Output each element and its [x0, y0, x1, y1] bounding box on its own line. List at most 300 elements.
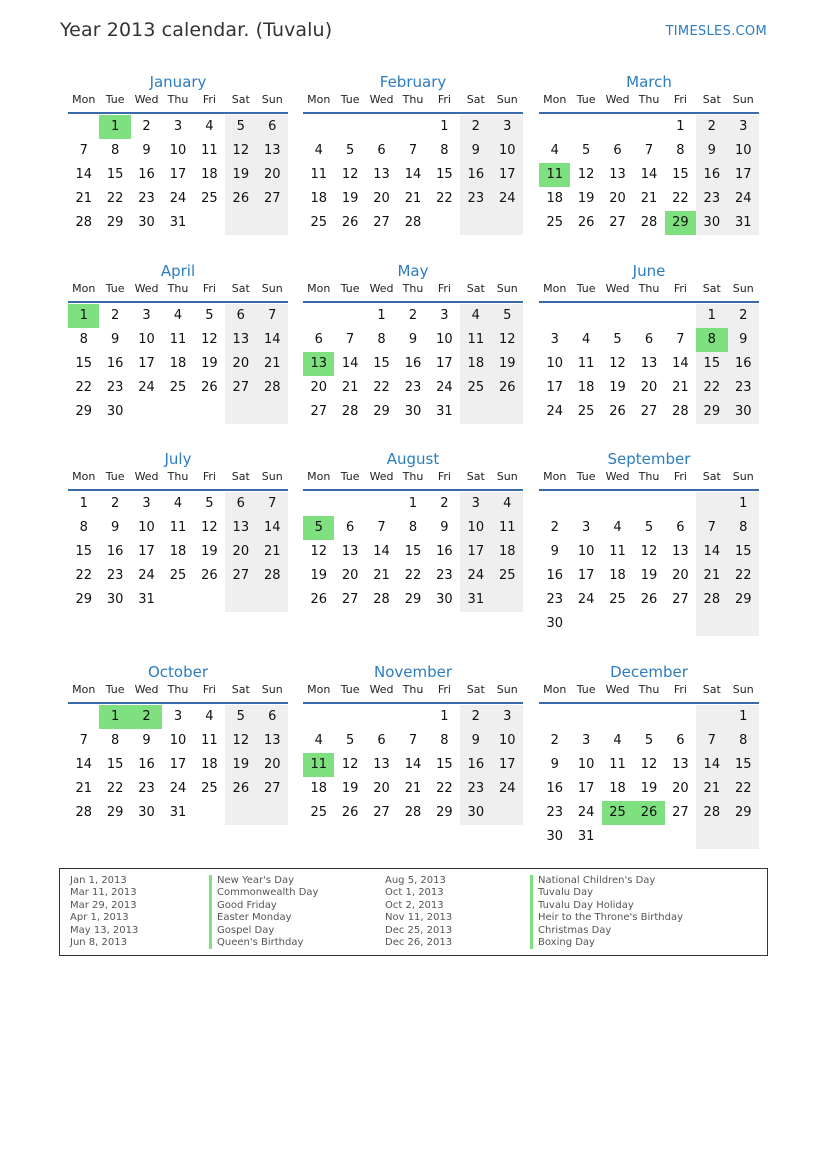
day-cell: 14 [257, 328, 288, 352]
weekday-label: Sat [702, 282, 721, 295]
day-cell: 14 [640, 167, 658, 182]
day-cell: 23 [546, 805, 563, 820]
weekday-label: Mon [543, 282, 567, 295]
day-cell: 26 [341, 805, 359, 820]
day-cell: 17 [728, 163, 759, 187]
day-cell: 6 [377, 143, 386, 158]
day-cell: 10 [138, 332, 155, 347]
empty-cell [303, 492, 334, 516]
month-name: January [149, 73, 207, 91]
month-november [303, 661, 523, 825]
day-cell: 17 [577, 781, 595, 796]
day-cell: 1 [408, 496, 418, 511]
day-cell: 19 [341, 191, 359, 206]
empty-cell [334, 304, 365, 328]
day-cell: 5 [205, 308, 214, 323]
day-cell: 16 [696, 163, 727, 187]
day-cell: 18 [201, 167, 218, 182]
day-cell: 25 [546, 215, 563, 230]
day-cell: 11 [201, 733, 218, 748]
day-cell: 11 [492, 516, 523, 540]
weekday-label: Tue [105, 93, 125, 106]
day-cell: 11 [609, 544, 626, 559]
day-cell: 12 [201, 332, 218, 347]
weekday-label: Mon [307, 282, 331, 295]
day-cell: 13 [225, 516, 256, 540]
day-grid [539, 304, 759, 424]
weekday-label: Tue [105, 470, 125, 483]
weekday-label: Fri [673, 470, 687, 483]
weekday-label: Wed [134, 683, 159, 696]
day-cell: 8 [440, 733, 449, 748]
day-cell: 26 [492, 376, 523, 400]
month-july [68, 448, 288, 612]
weekday-header [68, 683, 288, 702]
empty-cell [460, 400, 491, 424]
day-cell: 15 [436, 757, 453, 772]
empty-cell [570, 492, 601, 516]
day-cell: 24 [460, 564, 491, 588]
legend-dates-right [385, 875, 452, 949]
day-cell: 28 [696, 588, 727, 612]
day-cell: 27 [257, 187, 288, 211]
day-cell: 30 [106, 404, 124, 419]
day-cell: 17 [138, 544, 155, 559]
day-cell: 31 [728, 211, 759, 235]
day-cell: 8 [377, 332, 386, 347]
day-cell: 30 [546, 829, 563, 844]
day-cell: 5 [492, 304, 523, 328]
day-cell: 4 [314, 733, 323, 748]
header-rule [539, 112, 759, 114]
day-cell: 14 [341, 356, 359, 371]
day-cell: 20 [640, 380, 658, 395]
day-cell: 27 [672, 592, 689, 607]
day-cell: 23 [404, 380, 422, 395]
empty-cell [492, 400, 523, 424]
holiday-date: Mar 29, 2013 [70, 899, 137, 911]
day-cell: 30 [106, 592, 124, 607]
day-cell: 29 [106, 215, 124, 230]
day-cell: 23 [728, 376, 759, 400]
empty-cell [665, 492, 696, 516]
day-cell: 6 [314, 332, 323, 347]
day-cell: 20 [225, 540, 256, 564]
weekday-label: Fri [202, 282, 216, 295]
day-cell: 23 [546, 592, 563, 607]
day-cell: 11 [609, 757, 626, 772]
day-cell: 2 [460, 115, 491, 139]
day-cell: 12 [341, 757, 359, 772]
day-cell: 21 [640, 191, 658, 206]
day-cell: 21 [257, 540, 288, 564]
site-link[interactable]: TIMESLES.COM [665, 24, 767, 39]
day-cell: 12 [201, 520, 218, 535]
day-cell: 20 [373, 191, 390, 206]
day-cell: 25 [602, 801, 633, 825]
month-name: February [379, 73, 447, 91]
day-cell: 14 [257, 516, 288, 540]
weekday-header [539, 683, 759, 702]
empty-cell [162, 400, 193, 424]
day-cell: 12 [341, 167, 359, 182]
day-cell: 15 [106, 167, 124, 182]
month-name: April [160, 262, 196, 280]
day-cell: 6 [225, 492, 256, 516]
day-grid [303, 492, 523, 612]
weekday-label: Mon [72, 282, 96, 295]
day-grid [68, 492, 288, 612]
empty-cell [131, 400, 162, 424]
day-cell: 1 [79, 496, 88, 511]
day-cell: 3 [728, 115, 759, 139]
day-cell: 21 [341, 380, 359, 395]
day-cell: 26 [640, 592, 658, 607]
day-cell: 29 [665, 211, 696, 235]
weekday-label: Wed [134, 282, 159, 295]
weekday-label: Mon [543, 470, 567, 483]
day-cell: 5 [581, 143, 591, 158]
month-name: June [632, 262, 666, 280]
weekday-label: Sun [732, 93, 754, 106]
day-cell: 11 [539, 163, 570, 187]
page-title: Year 2013 calendar. (Tuvalu) [60, 19, 333, 41]
day-cell: 29 [404, 592, 422, 607]
weekday-label: Fri [202, 470, 216, 483]
day-cell: 18 [310, 781, 327, 796]
empty-cell [257, 801, 288, 825]
holiday-date: May 13, 2013 [70, 924, 139, 936]
day-cell: 6 [676, 733, 685, 748]
day-cell: 11 [201, 143, 218, 158]
day-cell: 15 [373, 356, 390, 371]
month-april [68, 260, 288, 424]
day-cell: 4 [205, 709, 214, 724]
month-name: October [147, 663, 209, 681]
day-cell: 19 [225, 753, 256, 777]
day-cell: 4 [613, 520, 622, 535]
day-cell: 11 [169, 520, 187, 535]
empty-cell [633, 705, 664, 729]
day-cell: 9 [728, 328, 759, 352]
day-cell: 6 [257, 705, 288, 729]
day-cell: 10 [546, 356, 563, 371]
empty-cell [602, 825, 633, 849]
weekday-label: Mon [307, 683, 331, 696]
month-name: August [386, 450, 440, 468]
day-cell: 23 [436, 568, 453, 583]
day-cell: 1 [728, 492, 759, 516]
day-cell: 2 [550, 520, 559, 535]
day-cell: 19 [341, 781, 359, 796]
day-cell: 21 [75, 781, 92, 796]
day-grid [68, 705, 288, 825]
day-cell: 8 [79, 520, 88, 535]
day-cell: 19 [492, 352, 523, 376]
day-cell: 28 [404, 215, 422, 230]
day-cell: 16 [138, 167, 155, 182]
day-cell: 15 [75, 356, 92, 371]
weekday-label: Wed [134, 93, 159, 106]
header-rule [68, 489, 288, 491]
empty-cell [633, 612, 664, 636]
empty-cell [602, 304, 633, 328]
weekday-label: Mon [543, 683, 567, 696]
weekday-label: Thu [402, 93, 424, 106]
day-cell: 11 [460, 328, 491, 352]
weekday-label: Fri [673, 93, 687, 106]
weekday-label: Sun [732, 683, 754, 696]
day-cell: 2 [728, 304, 759, 328]
day-cell: 13 [672, 757, 689, 772]
day-cell: 3 [550, 332, 559, 347]
holiday-name: Tuvalu Day Holiday [530, 900, 683, 912]
holiday-name: Tuvalu Day [530, 887, 683, 899]
day-cell: 15 [672, 167, 689, 182]
day-cell: 27 [373, 215, 390, 230]
day-cell: 3 [440, 308, 449, 323]
empty-cell [334, 115, 365, 139]
day-cell: 11 [310, 167, 327, 182]
day-cell: 4 [173, 308, 183, 323]
empty-cell [696, 825, 727, 849]
day-cell: 19 [201, 356, 218, 371]
day-grid [539, 115, 759, 235]
day-cell: 8 [440, 143, 449, 158]
day-cell: 15 [106, 757, 124, 772]
day-cell: 9 [550, 757, 559, 772]
day-cell: 25 [201, 191, 218, 206]
weekday-label: Sat [466, 93, 485, 106]
empty-cell [602, 115, 633, 139]
weekday-label: Mon [307, 93, 331, 106]
month-september [539, 448, 759, 636]
day-cell: 20 [373, 781, 390, 796]
day-cell: 22 [436, 191, 453, 206]
day-cell: 14 [373, 544, 390, 559]
day-cell: 28 [257, 376, 288, 400]
day-cell: 20 [310, 380, 327, 395]
day-cell: 18 [169, 544, 187, 559]
day-cell: 13 [257, 729, 288, 753]
empty-cell [665, 612, 696, 636]
month-january [68, 71, 288, 235]
day-cell: 4 [314, 143, 323, 158]
day-cell: 27 [609, 215, 626, 230]
day-cell: 22 [373, 380, 390, 395]
holiday-date: Oct 1, 2013 [385, 887, 444, 899]
day-cell: 13 [257, 139, 288, 163]
day-cell: 1 [728, 705, 759, 729]
empty-cell [665, 304, 696, 328]
day-cell: 20 [225, 352, 256, 376]
day-cell: 24 [138, 380, 155, 395]
day-cell: 6 [644, 332, 654, 347]
day-cell: 5 [205, 496, 214, 511]
weekday-label: Thu [402, 282, 424, 295]
weekday-label: Sun [261, 93, 283, 106]
empty-cell [539, 115, 570, 139]
day-cell: 10 [492, 729, 523, 753]
empty-cell [303, 705, 334, 729]
weekday-label: Tue [105, 282, 125, 295]
day-cell: 28 [373, 592, 390, 607]
month-august [303, 448, 523, 612]
weekday-header [303, 470, 523, 489]
day-cell: 3 [581, 520, 591, 535]
day-cell: 11 [169, 332, 187, 347]
day-cell: 15 [728, 753, 759, 777]
day-cell: 17 [460, 540, 491, 564]
month-name: May [397, 262, 429, 280]
day-cell: 10 [577, 757, 595, 772]
day-cell: 6 [225, 304, 256, 328]
day-cell: 23 [106, 568, 124, 583]
weekday-label: Tue [340, 683, 360, 696]
day-cell: 1 [99, 705, 130, 729]
day-cell: 3 [173, 119, 183, 134]
day-cell: 1 [377, 308, 386, 323]
empty-cell [194, 801, 225, 825]
holiday-name: Good Friday [209, 900, 318, 912]
day-cell: 18 [546, 191, 563, 206]
day-cell: 20 [609, 191, 626, 206]
day-cell: 16 [546, 568, 563, 583]
day-cell: 24 [577, 592, 595, 607]
day-cell: 7 [257, 304, 288, 328]
day-cell: 13 [640, 356, 658, 371]
day-cell: 10 [577, 544, 595, 559]
weekday-label: Thu [638, 93, 660, 106]
month-march [539, 71, 759, 235]
empty-cell [633, 304, 664, 328]
month-february [303, 71, 523, 235]
day-cell: 16 [404, 356, 422, 371]
day-cell: 3 [581, 733, 591, 748]
empty-cell [194, 400, 225, 424]
weekday-header [539, 470, 759, 489]
day-cell: 14 [696, 753, 727, 777]
day-cell: 28 [341, 404, 359, 419]
day-cell: 9 [142, 143, 151, 158]
day-cell: 23 [460, 187, 491, 211]
holiday-date: Jan 1, 2013 [70, 875, 127, 886]
day-cell: 11 [303, 753, 334, 777]
day-cell: 19 [640, 781, 658, 796]
day-cell: 13 [303, 352, 334, 376]
day-cell: 31 [460, 588, 491, 612]
day-cell: 16 [460, 163, 491, 187]
day-cell: 16 [138, 757, 155, 772]
day-cell: 26 [341, 215, 359, 230]
day-cell: 17 [492, 753, 523, 777]
day-cell: 17 [169, 167, 187, 182]
day-cell: 7 [696, 516, 727, 540]
weekday-header [68, 282, 288, 301]
header-rule [303, 301, 523, 303]
day-cell: 3 [142, 496, 151, 511]
day-cell: 17 [436, 356, 453, 371]
day-cell: 9 [440, 520, 449, 535]
day-cell: 28 [640, 215, 658, 230]
day-cell: 26 [225, 777, 256, 801]
day-cell: 17 [138, 356, 155, 371]
day-cell: 2 [696, 115, 727, 139]
day-cell: 4 [581, 332, 591, 347]
empty-cell [602, 705, 633, 729]
day-cell: 24 [577, 805, 595, 820]
day-cell: 12 [640, 757, 658, 772]
day-cell: 31 [138, 592, 155, 607]
day-cell: 26 [201, 568, 218, 583]
day-cell: 25 [492, 564, 523, 588]
day-cell: 5 [225, 705, 256, 729]
day-cell: 10 [460, 516, 491, 540]
day-cell: 7 [644, 143, 654, 158]
day-cell: 18 [577, 380, 595, 395]
day-cell: 24 [169, 781, 187, 796]
empty-cell [696, 492, 727, 516]
weekday-header [539, 282, 759, 301]
day-cell: 15 [728, 540, 759, 564]
holiday-date: Nov 11, 2013 [385, 912, 453, 924]
weekday-label: Sun [496, 683, 518, 696]
day-cell: 29 [373, 404, 390, 419]
weekday-label: Sun [496, 93, 518, 106]
weekday-label: Tue [576, 683, 596, 696]
header-rule [539, 489, 759, 491]
weekday-label: Sat [466, 282, 485, 295]
day-cell: 22 [106, 191, 124, 206]
month-name: December [610, 663, 688, 681]
day-cell: 14 [75, 167, 92, 182]
empty-cell [366, 115, 397, 139]
day-cell: 9 [550, 544, 559, 559]
day-cell: 31 [577, 829, 595, 844]
day-cell: 13 [341, 544, 359, 559]
day-cell: 1 [696, 304, 727, 328]
empty-cell [539, 492, 570, 516]
empty-cell [665, 825, 696, 849]
weekday-label: Wed [134, 470, 159, 483]
empty-cell [68, 705, 99, 729]
empty-cell [225, 400, 256, 424]
weekday-label: Fri [437, 93, 451, 106]
header-rule [68, 301, 288, 303]
day-cell: 9 [460, 729, 491, 753]
header-rule [303, 489, 523, 491]
day-cell: 25 [310, 805, 327, 820]
day-cell: 6 [676, 520, 685, 535]
empty-cell [225, 801, 256, 825]
day-grid [68, 115, 288, 235]
day-cell: 30 [728, 400, 759, 424]
holiday-name: Commonwealth Day [209, 887, 318, 899]
day-cell: 8 [696, 328, 727, 352]
day-cell: 10 [728, 139, 759, 163]
month-name: March [626, 73, 672, 91]
weekday-label: Tue [576, 282, 596, 295]
header-rule [539, 301, 759, 303]
day-cell: 23 [696, 187, 727, 211]
weekday-label: Thu [638, 683, 660, 696]
day-cell: 7 [408, 733, 418, 748]
day-cell: 10 [169, 733, 187, 748]
day-cell: 12 [225, 729, 256, 753]
day-cell: 8 [676, 143, 685, 158]
day-cell: 9 [696, 139, 727, 163]
weekday-header [68, 93, 288, 112]
